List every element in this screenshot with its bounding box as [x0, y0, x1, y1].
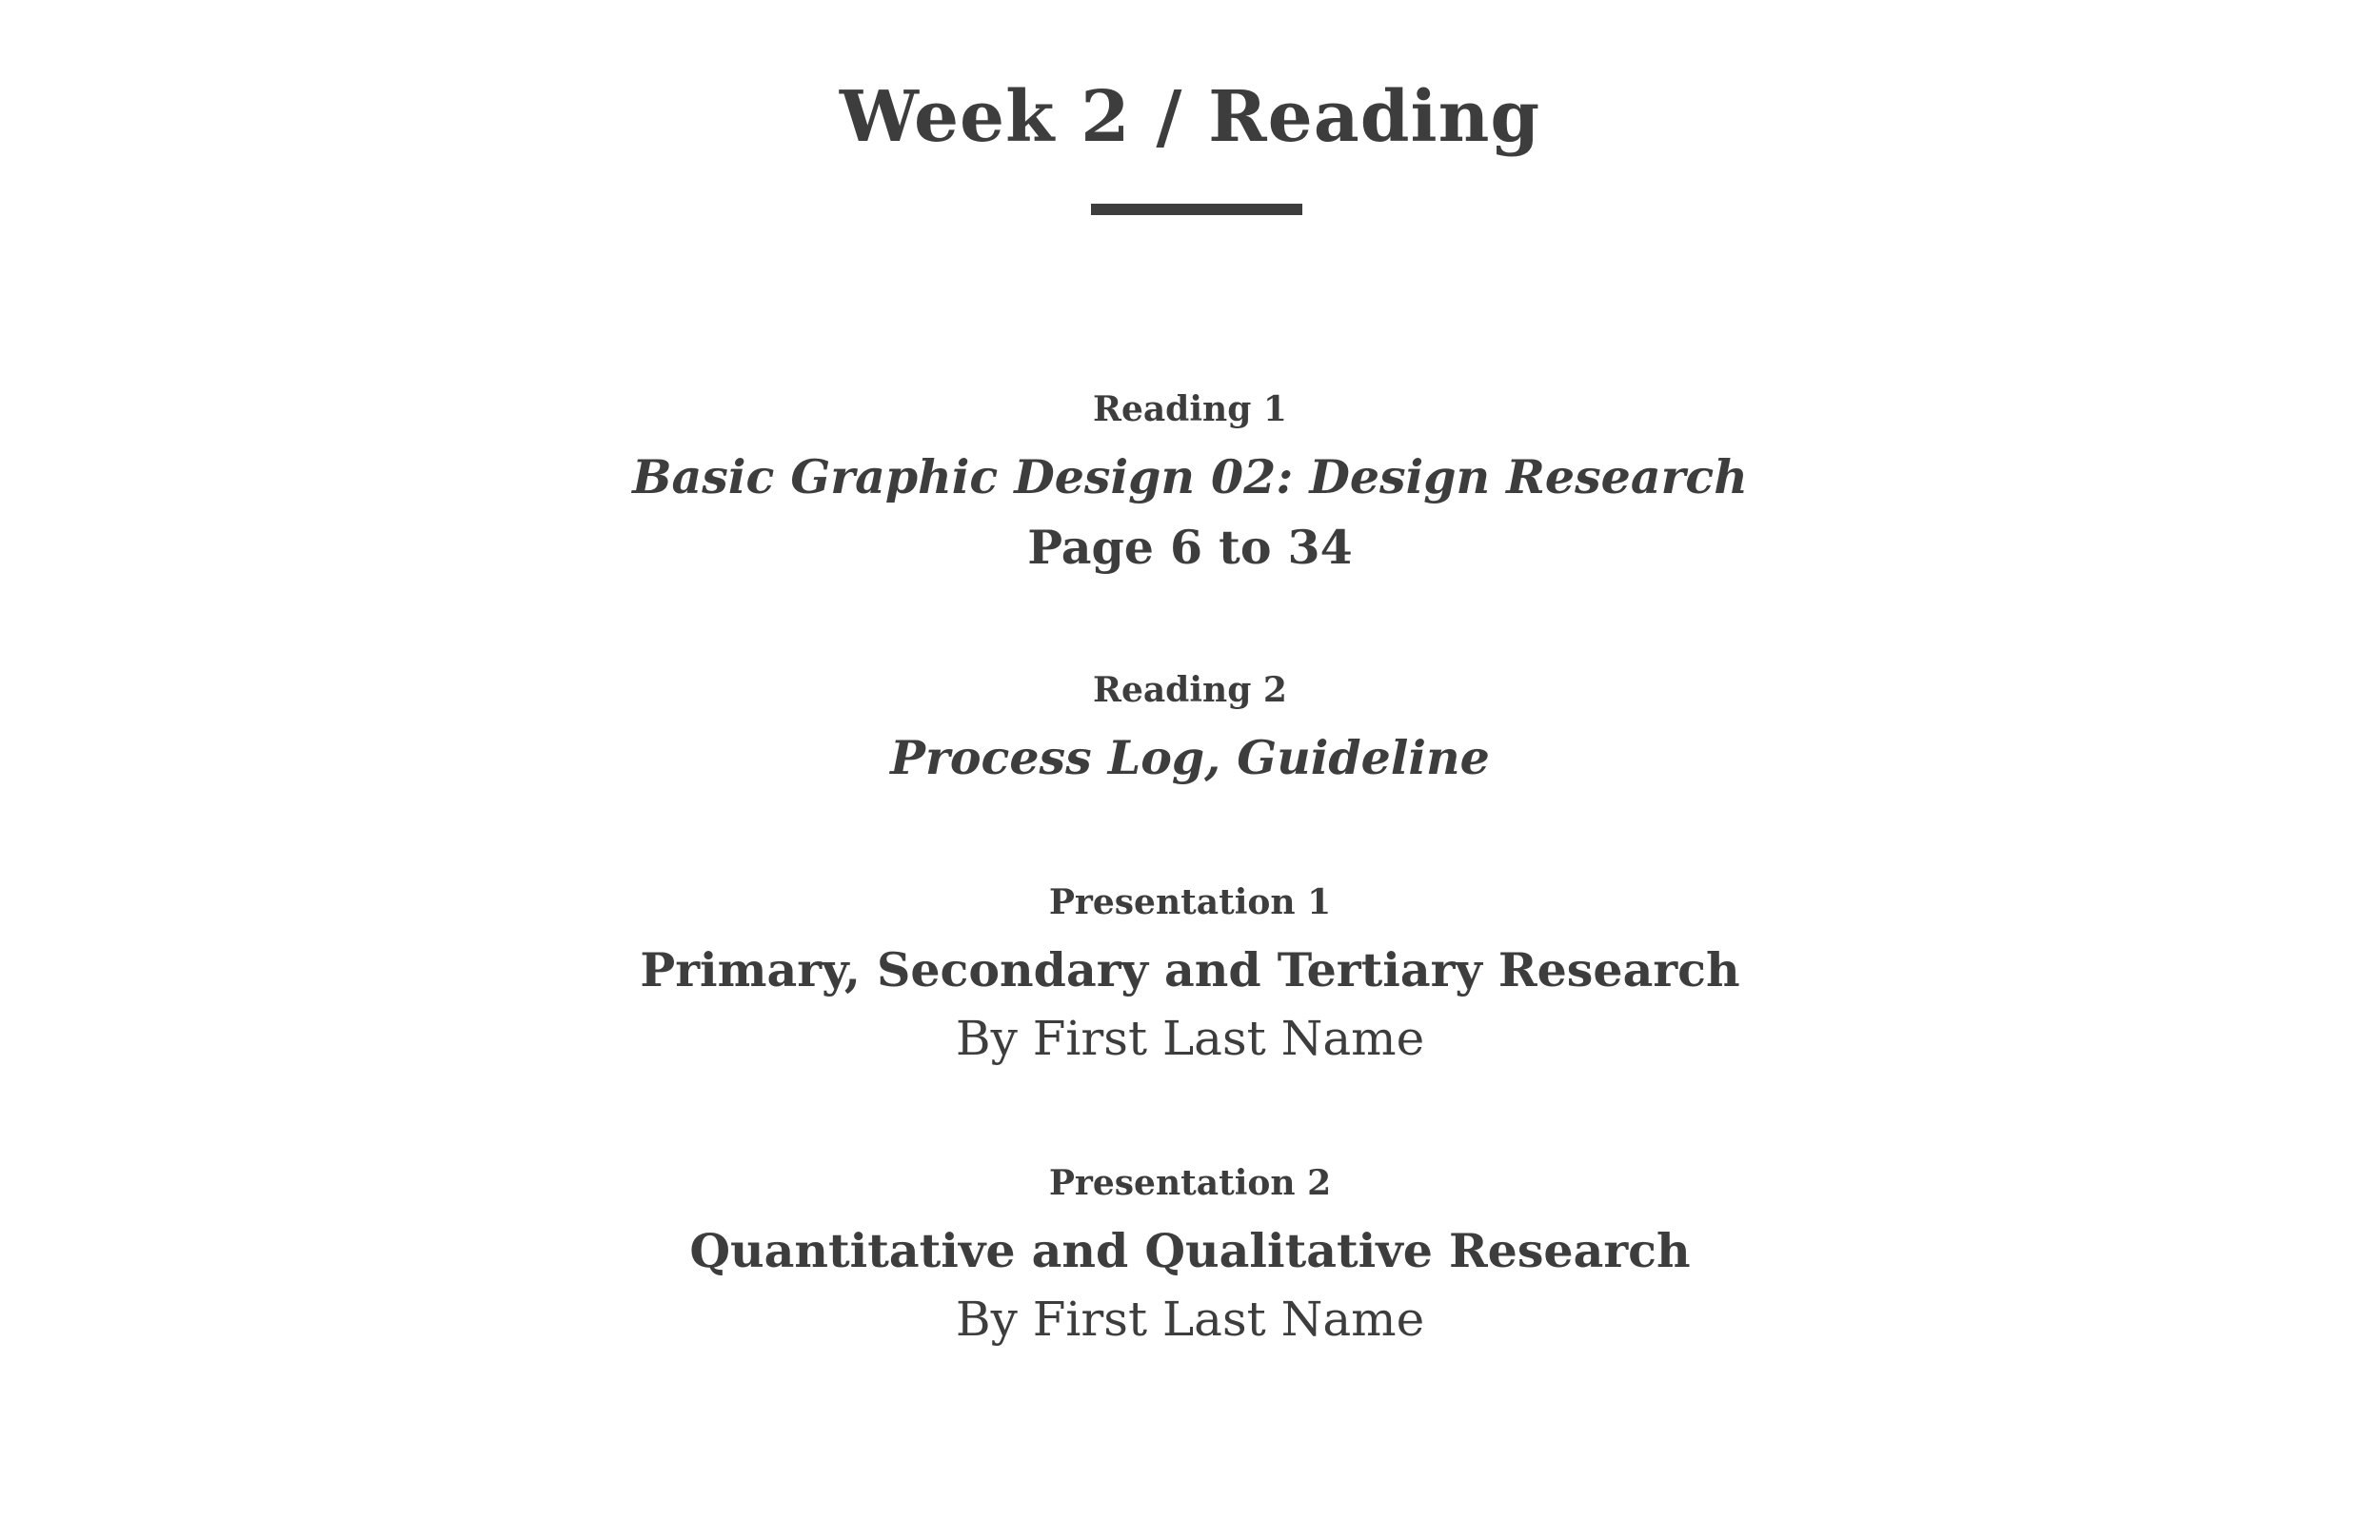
reading-1-pages: Page 6 to 34: [1027, 520, 1353, 575]
reading-1-block: [0, 386, 2380, 579]
reading-2-label: Reading 2: [1093, 670, 1287, 710]
reading-1-label: Reading 1: [1093, 389, 1287, 429]
presentation-1-label: Presentation 1: [1048, 882, 1332, 922]
presentation-2-title: Quantitative and Qualitative Research: [689, 1223, 1691, 1278]
presentation-2-byline: By First Last Name: [955, 1292, 1425, 1347]
presentation-1-byline: By First Last Name: [955, 1011, 1425, 1066]
reading-2-block: [0, 667, 2380, 789]
presentation-2-label: Presentation 2: [1048, 1163, 1332, 1203]
presentation-1-title: Primary, Secondary and Tertiary Research: [640, 942, 1740, 997]
reading-1-title: Basic Graphic Design 02: Design Research: [632, 449, 1748, 504]
page-title: Week 2 / Reading: [839, 76, 1541, 158]
presentation-2-block: [0, 1160, 2380, 1351]
reading-2-title: Process Log, Guideline: [890, 730, 1490, 785]
title-divider: [1091, 204, 1302, 215]
presentation-1-block: [0, 879, 2380, 1070]
